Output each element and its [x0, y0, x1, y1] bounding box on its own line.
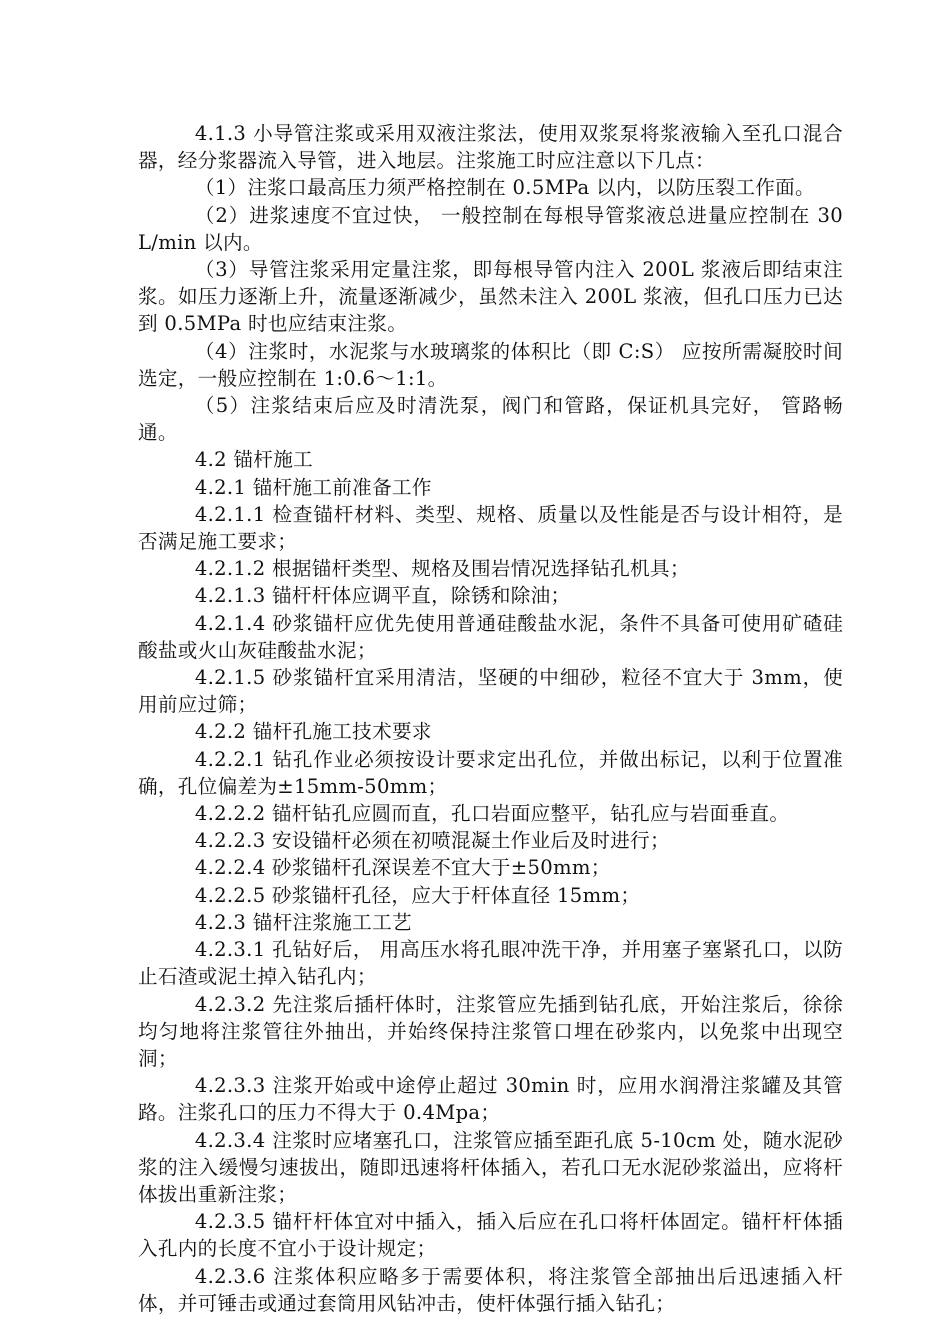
- paragraph-4-2-1-2: 4.2.1.2 根据锚杆类型、规格及围岩情况选择钻孔机具；: [194, 557, 690, 581]
- paragraph-4-2-1-1: 4.2.1.1 检查锚杆材料、类型、规格、质量以及性能是否与设计相符，是否满足施工要求；: [138, 502, 843, 554]
- paragraph-4-2-3-3: 4.2.3.3 注浆开始或中途停止超过 30min 时，应用水润滑注浆罐及其管路。注浆孔口的压力不得大于 0.4Mpa；: [138, 1074, 843, 1125]
- paragraph-4-2-1-5: 4.2.1.5 砂浆锚杆宜采用清洁，坚硬的中细砂，粒径不宜大于 3mm，使用前应过筛；: [138, 666, 843, 717]
- paragraph-4-2-3-1: 4.2.3.1 孔钻好后， 用高压水将孔眼冲洗干净，并用塞子塞紧孔口，以防止石渣或泥土掉入钻孔内；: [138, 938, 843, 989]
- paragraph-note-4: （4）注浆时，水泥浆与水玻璃浆的体积比（即 C:S） 应按所需凝胶时间选定，一般应控制在 1:0.6～1:1。: [138, 339, 843, 390]
- paragraph-4-2-2-1: 4.2.2.1 钻孔作业必须按设计要求定出孔位，并做出标记，以利于位置准确，孔位偏差为±15mm-50mm；: [138, 747, 843, 798]
- section-heading-4-2-1: 4.2.1 锚杆施工前准备工作: [194, 475, 432, 499]
- paragraph-4-1-3: 4.1.3 小导管注浆或采用双液注浆法，使用双浆泵将浆液输入至孔口混合器，经分浆器流入导管，进入地层。注浆施工时应注意以下几点：: [138, 122, 843, 173]
- paragraph-4-2-3-4: 4.2.3.4 注浆时应堵塞孔口，注浆管应插至距孔底 5-10cm 处，随水泥砂浆的注入缓慢匀速拔出，随即迅速将杆体插入，若孔口无水泥砂浆溢出，应将杆体拔出重新注浆；: [138, 1128, 843, 1206]
- paragraph-4-2-2-2: 4.2.2.2 锚杆钻孔应圆而直，孔口岩面应整平，钻孔应与岩面垂直。: [194, 802, 790, 826]
- paragraph-note-5: （5）注浆结束后应及时清洗泵，阀门和管路，保证机具完好， 管路畅通。: [138, 394, 843, 445]
- paragraph-4-2-2-5: 4.2.2.5 砂浆锚杆孔径，应大于杆体直径 15mm；: [194, 883, 641, 907]
- paragraph-4-2-1-4: 4.2.1.4 砂浆锚杆应优先使用普通硅酸盐水泥，条件不具备可使用矿碴硅酸盐或火山灰硅酸盐水泥；: [138, 611, 843, 662]
- paragraph-4-2-2-4: 4.2.2.4 砂浆锚杆孔深误差不宜大于±50mm；: [194, 856, 611, 880]
- section-heading-4-2: 4.2 锚杆施工: [194, 448, 313, 472]
- paragraph-4-2-1-3: 4.2.1.3 锚杆杆体应调平直，除锈和除油；: [194, 584, 571, 608]
- paragraph-note-2: （2）进浆速度不宜过快， 一般控制在每根导管浆液总进量应控制在 30L/min 以内。: [138, 203, 843, 254]
- section-heading-4-2-3: 4.2.3 锚杆注浆施工工艺: [194, 910, 412, 934]
- paragraph-4-2-3-2: 4.2.3.2 先注浆后插杆体时，注浆管应先插到钻孔底，开始注浆后，徐徐均匀地将注浆管往外抽出，并始终保持注浆管口埋在砂浆内，以免浆中出现空洞；: [138, 992, 843, 1070]
- paragraph-4-2-3-5: 4.2.3.5 锚杆杆体宜对中插入，插入后应在孔口将杆体固定。锚杆杆体插入孔内的长度不宜小于设计规定；: [138, 1210, 843, 1261]
- document-page: [138, 120, 843, 1317]
- paragraph-note-3: （3）导管注浆采用定量注浆，即每根导管内注入 200L 浆液后即结束注浆。如压力逐渐上升，流量逐渐减少，虽然未注入 200L 浆液，但孔口压力已达到 0.5MPa 时也应结束注浆。: [138, 258, 843, 336]
- section-heading-4-2-2: 4.2.2 锚杆孔施工技术要求: [194, 720, 432, 744]
- paragraph-note-1: （1）注浆口最高压力须严格控制在 0.5MPa 以内，以防压裂工作面。: [194, 176, 815, 200]
- paragraph-4-2-3-6: 4.2.3.6 注浆体积应略多于需要体积，将注浆管全部抽出后迅速插入杆体，并可锤击或通过套筒用风钻冲击，使杆体强行插入钻孔；: [138, 1264, 843, 1315]
- paragraph-4-2-2-3: 4.2.2.3 安设锚杆必须在初喷混凝土作业后及时进行；: [194, 829, 670, 853]
